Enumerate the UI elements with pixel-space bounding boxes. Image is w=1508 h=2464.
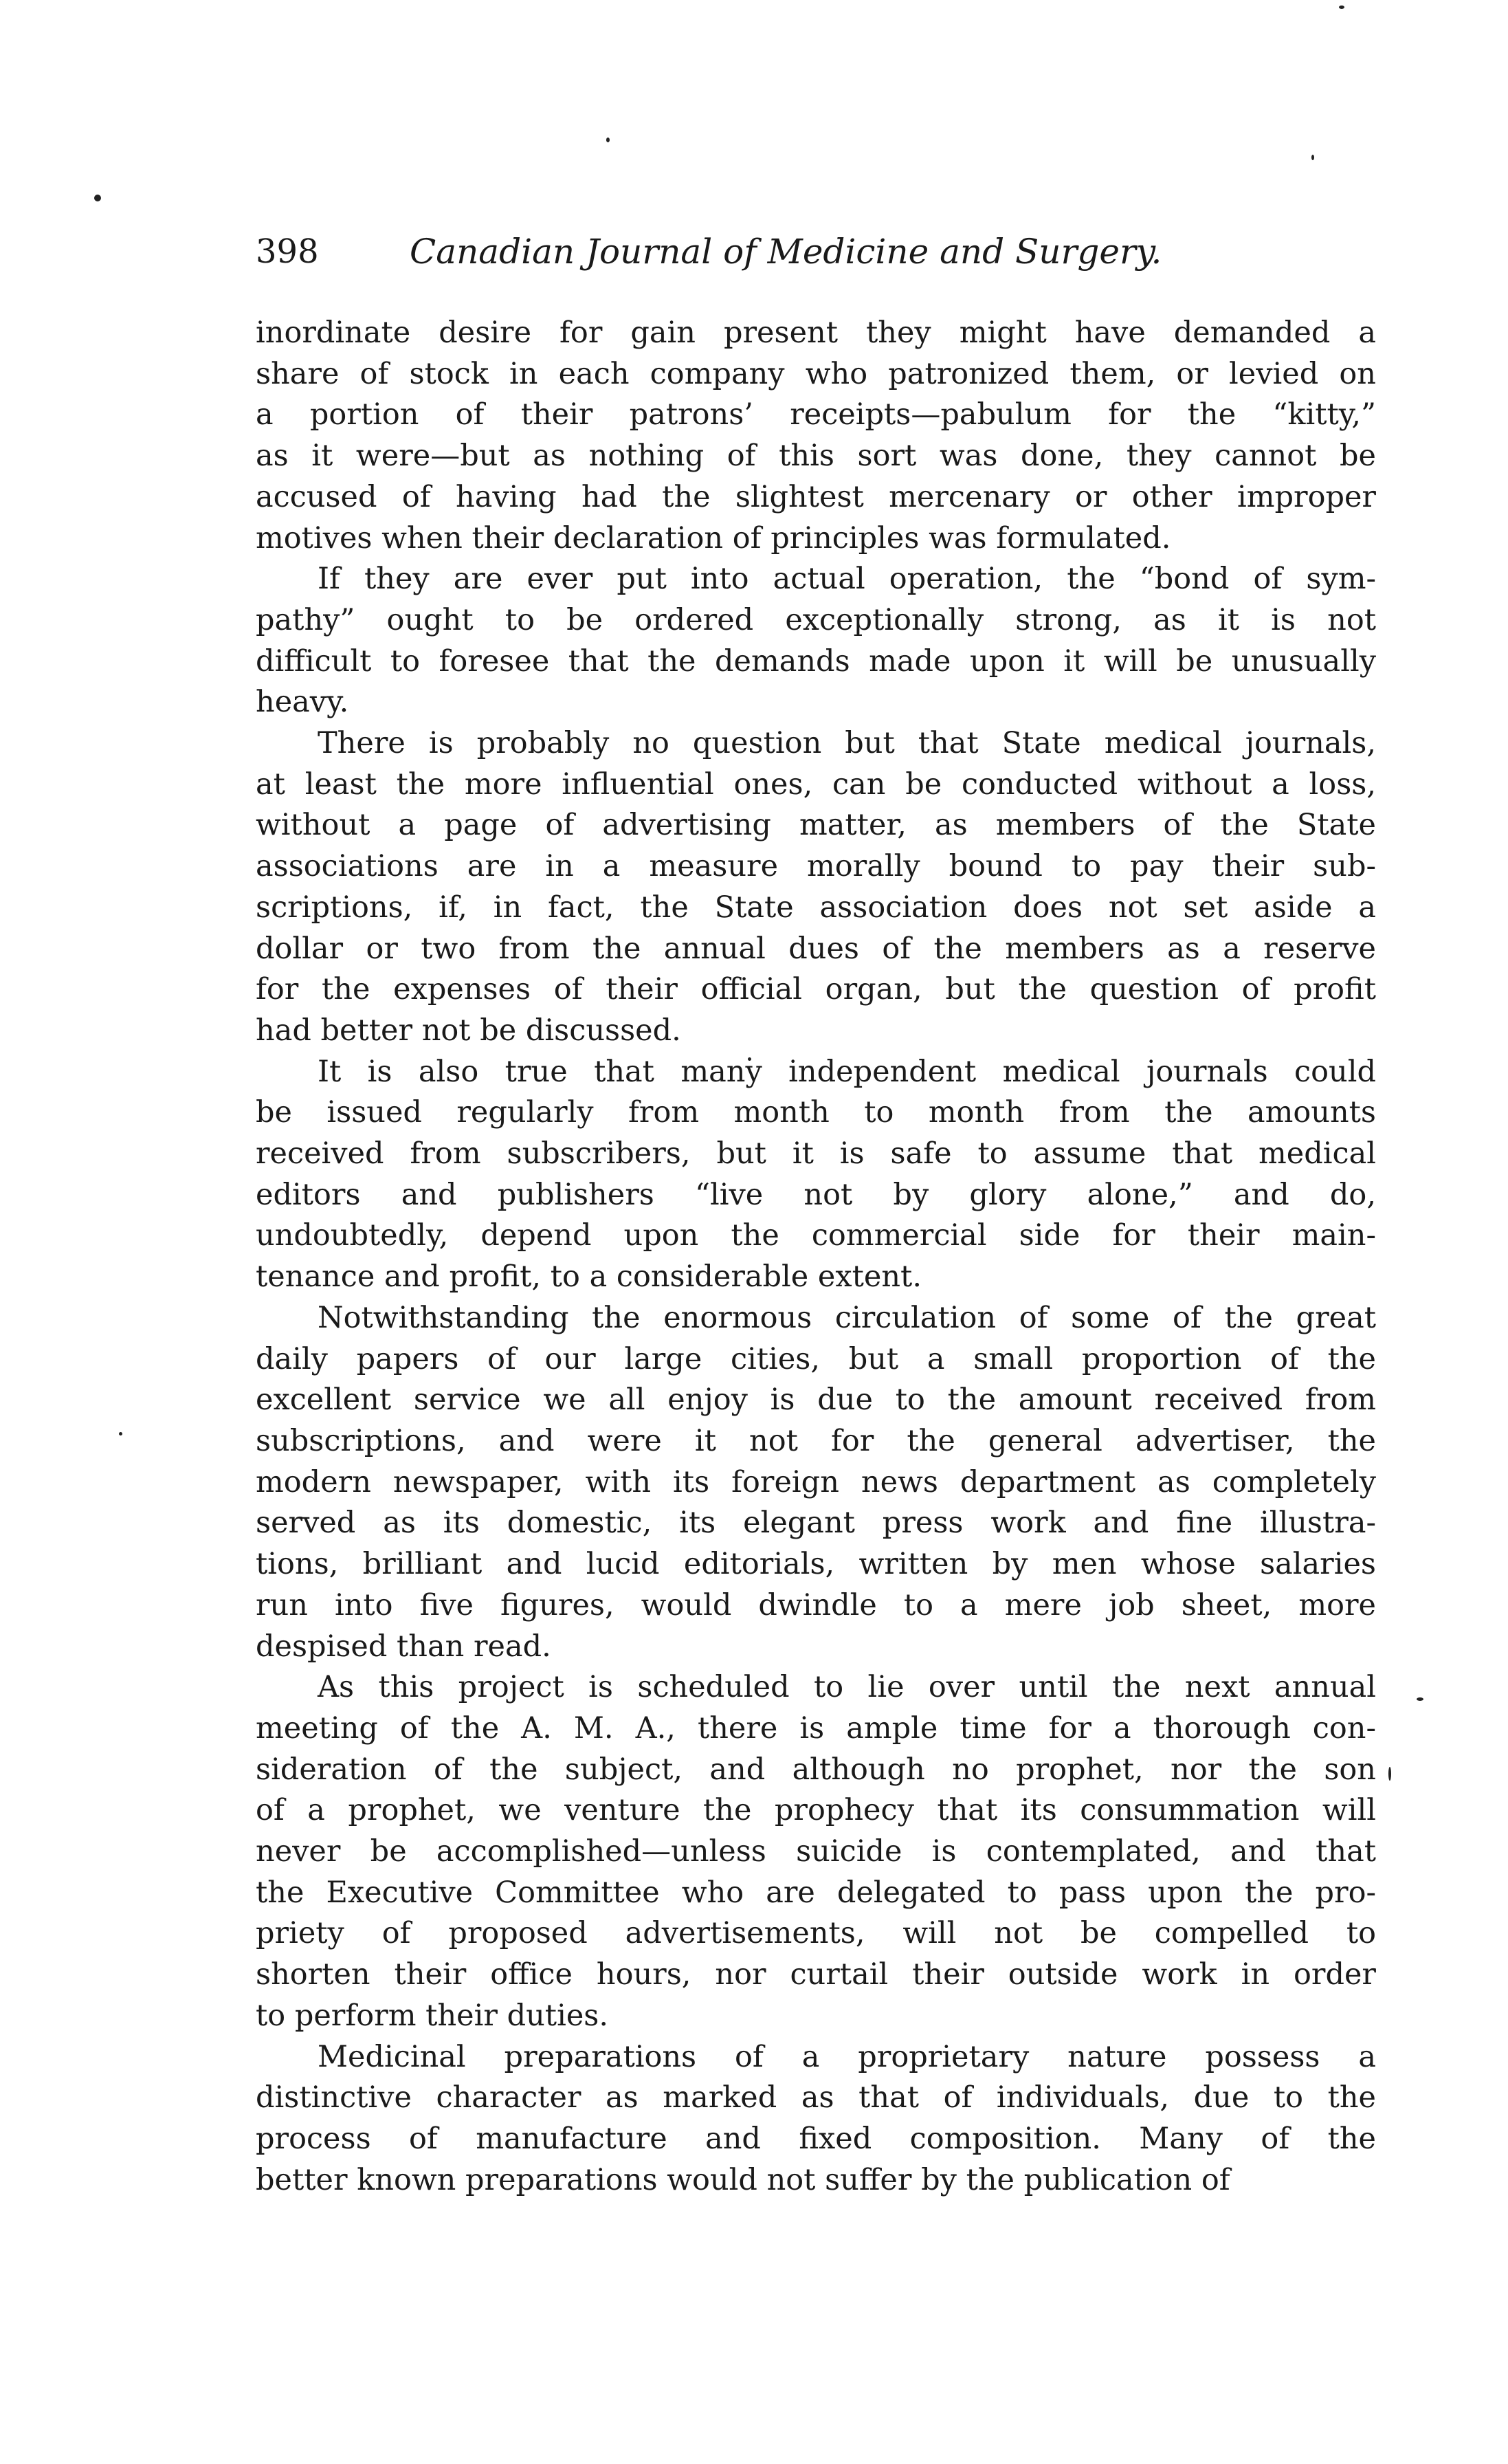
scan-speck	[1311, 155, 1314, 160]
scan-speck	[606, 138, 610, 142]
text-line: for the expenses of their official organ, but the question of profit	[256, 972, 1376, 1007]
text-line: received from subscribers, but it is safe to assume that medical	[256, 1136, 1376, 1172]
text-line: inordinate desire for gain present they might have demanded a	[256, 316, 1376, 350]
text-line: meeting of the A. M. A., there is ample time for a thorough con-	[256, 1710, 1376, 1746]
text-line: Notwithstanding the enormous circulation of some of the great	[318, 1300, 1376, 1335]
scan-speck	[1388, 1767, 1391, 1781]
text-line: motives when their declaration of principles was formulated.	[256, 520, 1171, 556]
page-header	[256, 231, 1376, 286]
text-line: tions, brilliant and lucid editorials, written by men whose salaries	[256, 1547, 1376, 1582]
text-line: had better not be discussed.	[256, 1013, 681, 1048]
paragraph	[256, 2037, 1376, 2201]
text-line: There is probably no question but that State medical journals,	[318, 726, 1376, 761]
text-line: as it were—but as nothing of this sort was done, they cannot be	[256, 439, 1376, 474]
page-number: 398	[256, 232, 319, 271]
text-line: daily papers of our large cities, but a small proportion of the	[256, 1341, 1376, 1376]
text-line: associations are in a measure morally bound to pay their sub-	[256, 849, 1376, 884]
text-line: excellent service we all enjoy is due to the amount received from	[256, 1383, 1376, 1418]
text-line: sideration of the subject, and although no prophet, nor the son	[256, 1752, 1376, 1787]
paragraph	[256, 1667, 1376, 2036]
text-line: tenance and profit, to a considerable extent.	[256, 1260, 922, 1295]
text-line: run into five figures, would dwindle to a mere job sheet, more	[256, 1587, 1376, 1622]
scan-speck	[119, 1432, 122, 1436]
text-line: distinctive character as marked as that of individuals, due to the	[256, 2080, 1376, 2115]
scan-speck	[1339, 6, 1344, 9]
text-line: served as its domestic, its elegant press work and fine illustra-	[256, 1506, 1376, 1541]
text-line: As this project is scheduled to lie over until the next annual	[318, 1670, 1376, 1705]
text-line: at least the more influential ones, can be conducted without a loss,	[256, 767, 1376, 802]
text-line: never be accomplished—unless suicide is contemplated, and that	[256, 1834, 1376, 1869]
paragraph	[256, 723, 1376, 1052]
text-line: a portion of their patrons’ receipts—pabulum for the “kitty,”	[256, 397, 1376, 432]
paragraph	[256, 313, 1376, 559]
text-line: editors and publishers “live not by glory alone,” and do,	[256, 1177, 1376, 1212]
paragraph	[256, 1052, 1376, 1298]
text-line: despised than read.	[256, 1629, 551, 1664]
text-line: share of stock in each company who patronized them, or levied on	[256, 356, 1376, 391]
text-line: Medicinal preparations of a proprietary nature possess a	[318, 2039, 1376, 2074]
text-line: better known preparations would not suffer by the publication of	[256, 2162, 1230, 2197]
paragraph	[256, 1298, 1376, 1667]
text-line: scriptions, if, in fact, the State association does not set aside a	[256, 890, 1376, 925]
text-line: shorten their office hours, nor curtail their outside work in order	[256, 1957, 1376, 1992]
scan-speck	[94, 195, 101, 201]
text-line: If they are ever put into actual operation, the “bond of sym-	[318, 562, 1376, 597]
text-line: dollar or two from the annual dues of the members as a reserve	[256, 931, 1376, 966]
text-line: the Executive Committee who are delegated to pass upon the pro-	[256, 1875, 1376, 1910]
text-line: It is also true that many independent medical journals could	[318, 1054, 1376, 1089]
paragraph	[256, 559, 1376, 723]
text-line: priety of proposed advertisements, will not be compelled to	[256, 1916, 1376, 1951]
text-line: be issued regularly from month to month from the amounts	[256, 1095, 1376, 1130]
article-body	[256, 313, 1376, 2201]
text-line: modern newspaper, with its foreign news department as completely	[256, 1464, 1376, 1499]
journal-title: Canadian Journal of Medicine and Surgery.	[410, 232, 1162, 272]
text-line: difficult to foresee that the demands made upon it will be unusually	[256, 644, 1376, 679]
text-line: to perform their duties.	[256, 1998, 608, 2033]
text-line: process of manufacture and fixed composition. Many of the	[256, 2121, 1376, 2156]
text-line: without a page of advertising matter, as members of the State	[256, 808, 1376, 843]
text-line: accused of having had the slightest mercenary or other improper	[256, 479, 1376, 514]
text-line: of a prophet, we venture the prophecy that its consummation will	[256, 1793, 1376, 1828]
text-line: heavy.	[256, 685, 349, 720]
text-line: pathy” ought to be ordered exceptionally strong, as it is not	[256, 602, 1376, 637]
text-line: undoubtedly, depend upon the commercial side for their main-	[256, 1218, 1376, 1253]
scan-speck	[1417, 1697, 1423, 1701]
text-line: subscriptions, and were it not for the general advertiser, the	[256, 1423, 1376, 1458]
